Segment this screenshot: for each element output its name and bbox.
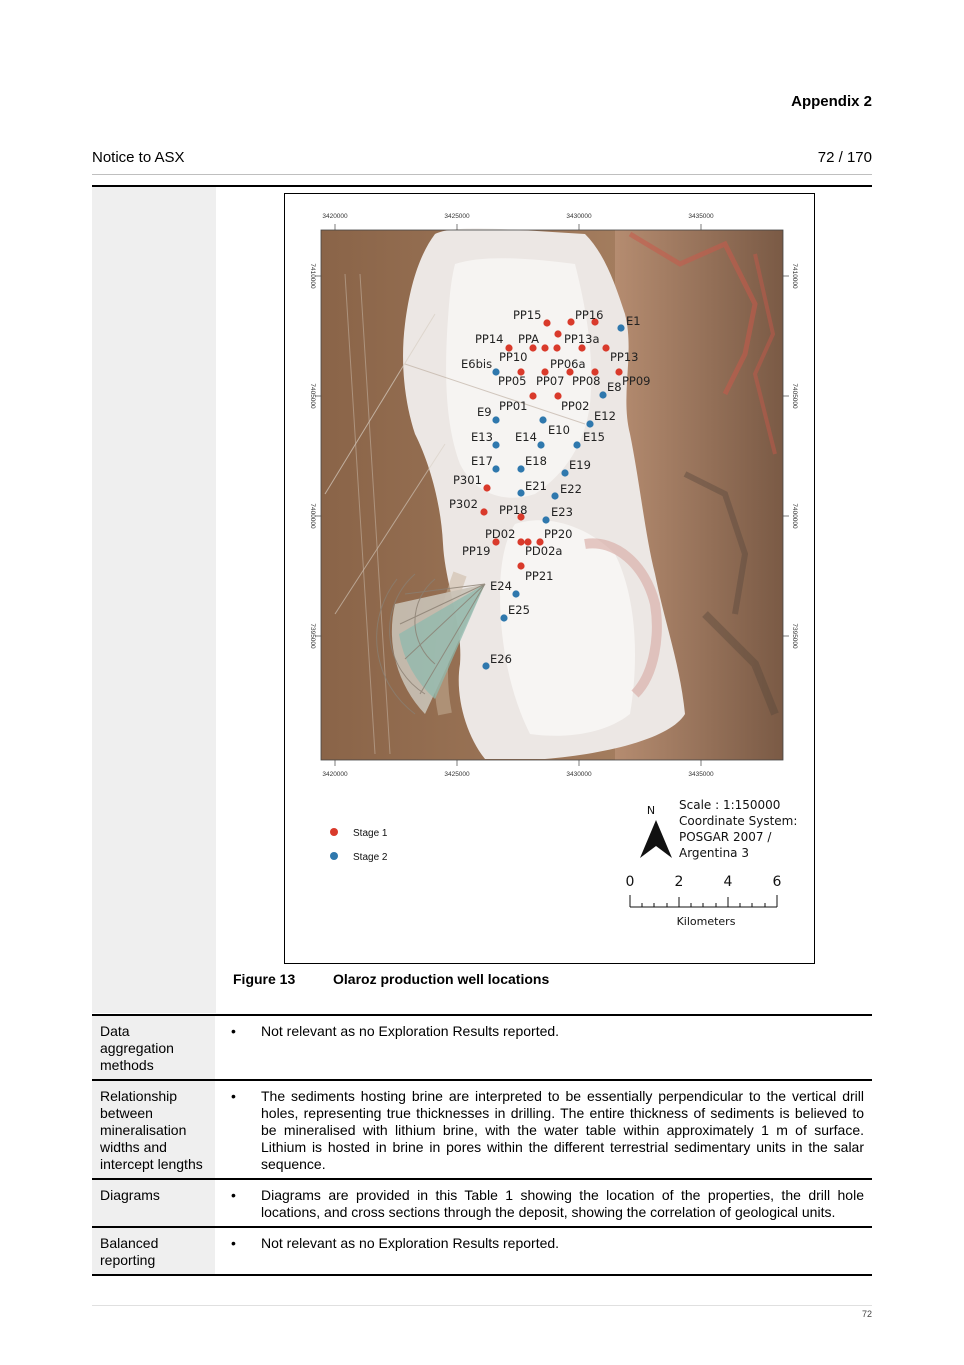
well-label: E22 [560, 482, 582, 496]
well-ppa-b [541, 344, 548, 351]
well-label: E18 [525, 454, 547, 468]
legend-stage2-dot [330, 852, 338, 860]
bullet: • [231, 1235, 236, 1251]
x-tick-top: 3420000 [322, 213, 348, 220]
row-text: Not relevant as no Exploration Results reported. [261, 1235, 560, 1251]
header-rule-thin [92, 174, 872, 175]
y-tick-left: 7395000 [309, 623, 316, 649]
legend-stage1-dot [330, 828, 338, 836]
y-tick-right: 7405000 [791, 383, 798, 409]
row-label: Balanced reporting [92, 1227, 215, 1275]
well-label: PP14 [475, 332, 504, 346]
figure-map [284, 193, 815, 964]
well-e17 [492, 465, 499, 472]
north-arrow [640, 804, 672, 858]
map-svg [285, 194, 814, 963]
well-label: PP01 [499, 399, 528, 413]
well-label: E13 [471, 430, 493, 444]
well-label: PP20 [544, 527, 573, 541]
table-row [92, 1080, 872, 1179]
coord-system-line1: Coordinate System: [679, 814, 798, 828]
row-value [215, 1179, 872, 1227]
well-e10 [539, 416, 546, 423]
footer-page-number: 72 [861, 1309, 872, 1319]
bullet: • [231, 1187, 236, 1203]
well-label: PP16 [575, 308, 604, 322]
y-tick-left: 7400000 [309, 503, 316, 529]
well-label: E14 [515, 430, 537, 444]
well-e12 [586, 420, 593, 427]
well-label: P302 [449, 497, 478, 511]
appendix-label: Appendix 2 [791, 93, 872, 110]
well-e21 [517, 489, 524, 496]
table-row [92, 1179, 872, 1227]
figure-caption [233, 971, 549, 987]
well-label: E26 [490, 652, 512, 666]
well-e15 [573, 441, 580, 448]
well-label: E24 [490, 579, 512, 593]
well-p301 [483, 484, 490, 491]
bullet: • [231, 1023, 236, 1039]
well-label: PD02 [485, 527, 516, 541]
well-label: PP08 [572, 374, 601, 388]
well-label: PP21 [525, 569, 554, 583]
well-label: PP07 [536, 374, 565, 388]
well-label: E25 [508, 603, 530, 617]
bullet: • [231, 1088, 236, 1104]
well-e25 [500, 614, 507, 621]
well-e22 [551, 492, 558, 499]
scalebar-label: 6 [772, 874, 782, 890]
well-e13 [492, 441, 499, 448]
x-tick-bottom: 3430000 [566, 771, 592, 778]
well-e9 [492, 416, 499, 423]
well-pp21 [517, 562, 524, 569]
x-tick-top: 3435000 [688, 213, 714, 220]
well-e23 [542, 516, 549, 523]
well-label: PP15 [513, 308, 542, 322]
well-pd02-b [517, 538, 524, 545]
well-label: PP13a [564, 332, 600, 346]
row-value [215, 1080, 872, 1179]
well-label: PP09 [622, 374, 651, 388]
well-label: E21 [525, 479, 547, 493]
well-label: P301 [453, 473, 482, 487]
well-label: PP02 [561, 399, 590, 413]
north-label: N [646, 804, 656, 817]
well-e14 [537, 441, 544, 448]
x-tick-bottom: 3420000 [322, 771, 348, 778]
footer-rule [92, 1305, 872, 1306]
well-label: E8 [607, 380, 622, 394]
well-label: E1 [626, 314, 641, 328]
well-label: E6bis [461, 357, 493, 371]
row-label: Relationship between mineralisation widths and intercept lengths [92, 1080, 215, 1179]
document-title: Notice to ASX [92, 149, 185, 166]
well-label: PP18 [499, 503, 528, 517]
row-text: The sediments hosting brine are interpreted to be essentially perpendicular to the vertical drill holes, representing true thicknesses in drilling. The entire thickness of sediments is believed to be mineralised with lithium brine, with the water table within approximately 1 m of surface. Lithium is hosted in brine in pores within the different terrestrial sedimentary units in the salar sequence. [261, 1088, 864, 1172]
y-tick-right: 7410000 [791, 263, 798, 289]
well-e26 [482, 662, 489, 669]
coord-system-line2: POSGAR 2007 / [679, 830, 772, 844]
well-label: E12 [594, 409, 616, 423]
figure-row-label-cell [92, 187, 216, 1013]
table-row [92, 1227, 872, 1275]
well-label: PPA [518, 332, 540, 346]
row-text: Diagrams are provided in this Table 1 showing the location of the properties, the drill hole locations, and cross sections through the deposit, showing the correlation of geological units. [261, 1187, 864, 1220]
well-label: E23 [551, 505, 573, 519]
well-e1 [617, 324, 624, 331]
y-tick-left: 7405000 [309, 383, 316, 409]
legend-stage1-label: Stage 1 [353, 828, 388, 839]
well-label: E17 [471, 454, 493, 468]
scalebar-label: 2 [674, 874, 684, 890]
well-label: E9 [477, 405, 492, 419]
scalebar-unit: Kilometers [676, 915, 736, 928]
well-pp13a [554, 330, 561, 337]
map-legend [330, 828, 388, 863]
well-pp15 [543, 319, 550, 326]
figure-number: Figure 13 [233, 971, 296, 987]
well-pp16 [567, 318, 574, 325]
well-pp01 [529, 392, 536, 399]
scalebar-label: 0 [625, 874, 635, 890]
well-ppa-c [553, 344, 560, 351]
scalebar-label: 4 [723, 874, 733, 890]
row-text: Not relevant as no Exploration Results reported. [261, 1023, 560, 1039]
x-tick-bottom: 3425000 [444, 771, 470, 778]
figure-title: Olaroz production well locations [333, 971, 550, 987]
well-e19 [561, 469, 568, 476]
well-p302 [480, 508, 487, 515]
y-tick-left: 7410000 [309, 263, 316, 289]
scale-text: Scale : 1:150000 [679, 798, 781, 812]
well-pp13 [602, 344, 609, 351]
row-value [215, 1227, 872, 1275]
well-e8 [599, 391, 606, 398]
criteria-table [92, 1014, 872, 1276]
x-tick-top: 3425000 [444, 213, 470, 220]
map-info-text [679, 798, 797, 860]
legend-stage2-label: Stage 2 [353, 852, 388, 863]
well-label: E15 [583, 430, 605, 444]
page-counter: 72 / 170 [817, 149, 872, 166]
table-row [92, 1015, 872, 1080]
row-value [215, 1015, 872, 1080]
well-label: PP19 [462, 544, 491, 558]
well-label: E10 [548, 423, 570, 437]
scale-bar [626, 874, 782, 928]
coord-system-line3: Argentina 3 [679, 846, 749, 860]
well-label: PD02a [525, 544, 563, 558]
north-arrow-icon [640, 820, 656, 858]
row-label: Diagrams [92, 1179, 215, 1227]
row-label: Data aggregation methods [92, 1015, 215, 1080]
y-tick-right: 7395000 [791, 623, 798, 649]
well-e18 [517, 465, 524, 472]
y-tick-right: 7400000 [791, 503, 798, 529]
x-tick-top: 3430000 [566, 213, 592, 220]
well-label: PP13 [610, 350, 639, 364]
well-label: E19 [569, 458, 591, 472]
well-e24 [512, 590, 519, 597]
x-tick-bottom: 3435000 [688, 771, 714, 778]
well-label: PP10 [499, 350, 528, 364]
well-label: PP06a [550, 357, 586, 371]
well-label: PP05 [498, 374, 527, 388]
